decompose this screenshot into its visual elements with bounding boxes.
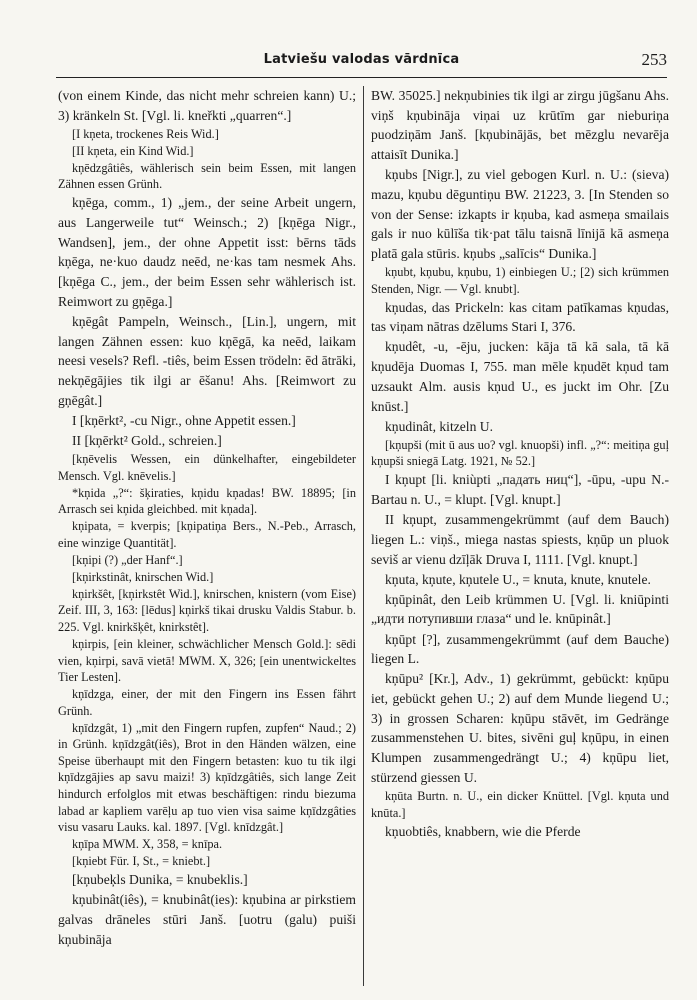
dictionary-entry: kņudêt, -u, -ēju, jucken: kāja tā kā sala, tā kā kņudēja Duomas I, 755. man mēle kņudēt kņud tam uzsaukt Alm. ausis kņud U., es juckt im Ohr. [Zu knūst.] [371,339,669,414]
dictionary-entry: kņīpa MWM. X, 358, = knīpa. [72,837,223,852]
dictionary-entry: kņūpu² [Kr.], Adv., 1) gekrümmt, gebückt: kņūpu iet, gebückt gehen U.; 2) auf dem Munde liegend U.; 3) in grossen Scharen: kņūpu stāvēt, im Gedränge zusammenstehen U. bites, sivēni guļ kņūpu, in einen Klumpen zusammengedrängt U.; 4) kņūpu liet, stürzend giessen U. [371,671,669,785]
running-title: Latviešu valodas vārdnīca [263,52,460,67]
dictionary-entry: kņūta Burtn. n. U., ein dicker Knüttel. [Vgl. kņuta und knūta.] [371,788,669,820]
left-column [58,86,356,986]
dictionary-entry: [II kņeta, ein Kind Wid.] [72,143,194,158]
dictionary-entry: II [kņērkt² Gold., schreien.] [72,432,222,448]
dictionary-entry: kņirkšêt, [kņirkstêt Wid.], knirschen, knistern (vom Eise) Zeif. III, 3, 163: [lēdus] kņirkš tikai drusku Valdis Stabur. b. 225. Vgl. knirkšķêt, knirkstêt]. [58,586,356,634]
header-rule [56,77,667,78]
dictionary-entry: I kņupt [li. kniùpti „падать ниц“], -ūpu, -upu N.-Bartau n. U., = klupt. [Vgl. knupt.] [371,472,669,508]
dictionary-entry: kņudinât, kitzeln U. [385,418,493,434]
right-column [371,86,669,986]
dictionary-entry: [kņēvelis Wessen, ein dünkelhafter, eingebildeter Mensch. Vgl. knēvelis.] [58,452,356,483]
dictionary-entry: [kņirkstinât, knirschen Wid.] [72,569,214,584]
dictionary-entry: kņēga, comm., 1) „jem., der seine Arbeit ungern, aus Langerweile tut“ Weinsch.; 2) [kņēga Nigr., Wandsen], jem., der ohne Appetit isst: bērns tāds kņēga, ne·kuo daudz neēd, ne·kas tam nesmek Ahs. [kņēga C., jem., der beim Essen sehr wählerisch ist. Reimwort zu gņēga.] [58,195,356,309]
dictionary-entry: kņūpinât, den Leib krümmen U. [Vgl. li. kniūpinti „идти потупивши глаза“ und le. knūpinât.] [371,591,669,627]
dictionary-entry: [kņiebt Für. I, St., = kniebt.] [72,854,211,869]
dictionary-entry: II kņupt, zusammengekrümmt (auf dem Bauch) liegen L.: viņš., miega nastas spiests, kņūp un pluok seviš ar vienu dzīļāk Druva I, 1111. [Vgl. knupt.] [371,512,669,567]
dictionary-entry: kņūpt [?], zusammengekrümmt (auf dem Bauche) liegen L. [371,631,669,667]
page-header [56,50,667,76]
dictionary-entry: kņēdzgâtiês, wählerisch sein beim Essen, mit langen Zähnen essen Grünh. [58,160,356,192]
dictionary-entry: kņirpis, [ein kleiner, schwächlicher Mensch Gold.]: sēdi vien, kņirpi, savā vietā! MWM. X, 326; [ein unentwickeltes Tier Lesten]. [58,636,356,685]
dictionary-entry: *kņida „?“: šķiraties, kņidu kņadas! BW. 18895; [in Arrasch sei kņida gleichbed. mit kņada]. [58,485,356,517]
dictionary-entry: kņubinât(iês), = knubinât(ies): kņubina ar pirkstiem galvas drāneles stūri Janš. [uotru (galu) puiši kņubināja [58,892,356,947]
dictionary-entry: (von einem Kinde, das nicht mehr schreien kann) U.; 3) kränkeln St. [Vgl. li. kneřkti „quarren“.] [58,88,356,123]
dictionary-entry: kņudas, das Prickeln: kas citam patīkamas kņudas, tas viņam nātras dzēlums Stari I, 376. [371,299,669,335]
dictionary-entry: [I kņeta, trockenes Reis Wid.] [72,126,219,141]
dictionary-entry: kņīdzga, einer, der mit den Fingern ins Essen fährt Grünh. [58,687,356,718]
column-divider [363,86,364,986]
dictionary-entry: kņubs [Nigr.], zu viel gebogen Kurl. n. U.: (sieva) mazu, kņubu dēguntiņu BW. 21223, 3. [In Stenden so von der Sense: izkapts ir kņuba, kad asmeņa smailais gals ir nuo kūlīša tik·pat tālu taisnā līnijā kā asmeņa platā gala stūris. kņubs „salīcis“ Dunika.] [371,167,669,262]
dictionary-entry: kņubt, kņubu, kņubu, 1) einbiegen U.; [2) sich krümmen Stenden, Nigr. — Vgl. knubt]. [371,265,669,296]
dictionary-entry: [kņubeķls Dunika, = knubeklis.] [72,872,248,888]
dictionary-entry: kņīdzgât, 1) „mit den Fingern rupfen, zupfen“ Naud.; 2) in Grünh. kņīdzgât(iês), Brot in den Händen wälzen, eine Speise überhaupt mit den Fingern betasten: kuo tu tik ilgi kņīdzgājies ap savu maizi! 3) kņīdzgâtiês, sich lange Zeit hindurch erfolglos mit etwas beschäftigen: rindu biezuma labad ar kapliem varēļu ap tuo vien visa saime kņīdzgâties visu vasaru Lauks. kal. 1897. [Vgl. knīdzgât.] [58,720,356,835]
dictionary-entry: [kņipi (?) „der Hanf“.] [72,552,183,567]
dictionary-entry: I [kņērkt², -cu Nigr., ohne Appetit essen.] [72,412,296,428]
dictionary-entry: [kņupši (mit ū aus uo? vgl. knuopši) infl. „?“: meitiņa guļ kņupši sniegā Latg. 1921, № 52.] [371,437,669,469]
dictionary-entry: kņuta, kņute, kņutele U., = knuta, knute, knutele. [385,571,651,587]
dictionary-entry: kņipata, = kverpis; [kņipatiņa Bers., N.-Peb., Arrasch, eine winzige Quantität]. [58,519,356,550]
dictionary-entry: BW. 35025.] nekņubinies tik ilgi ar zirgu jūgšanu Ahs. viņš kņubināja viņai uz krūtīm gar nieburiņa puodziņām Janš. [kņubinājās, bet mēzglu nevarēja attaisīt Dunika.] [371,88,669,163]
dictionary-entry: kņēgât Pampeln, Weinsch., [Lin.], ungern, mit langen Zähnen essen: kuo kņēgā, ka neēd, laikam neesi vesels? Refl. -tiês, beim Essen trödeln: ēd ātrāki, nekņēgājies tik ilgi ar ēšanu! Ahs. [Reimwort zu gņēgât.] [58,313,356,408]
dictionary-entry: kņuobtiês, knabbern, wie die Pferde [385,823,581,839]
page-number: 253 [641,50,667,69]
